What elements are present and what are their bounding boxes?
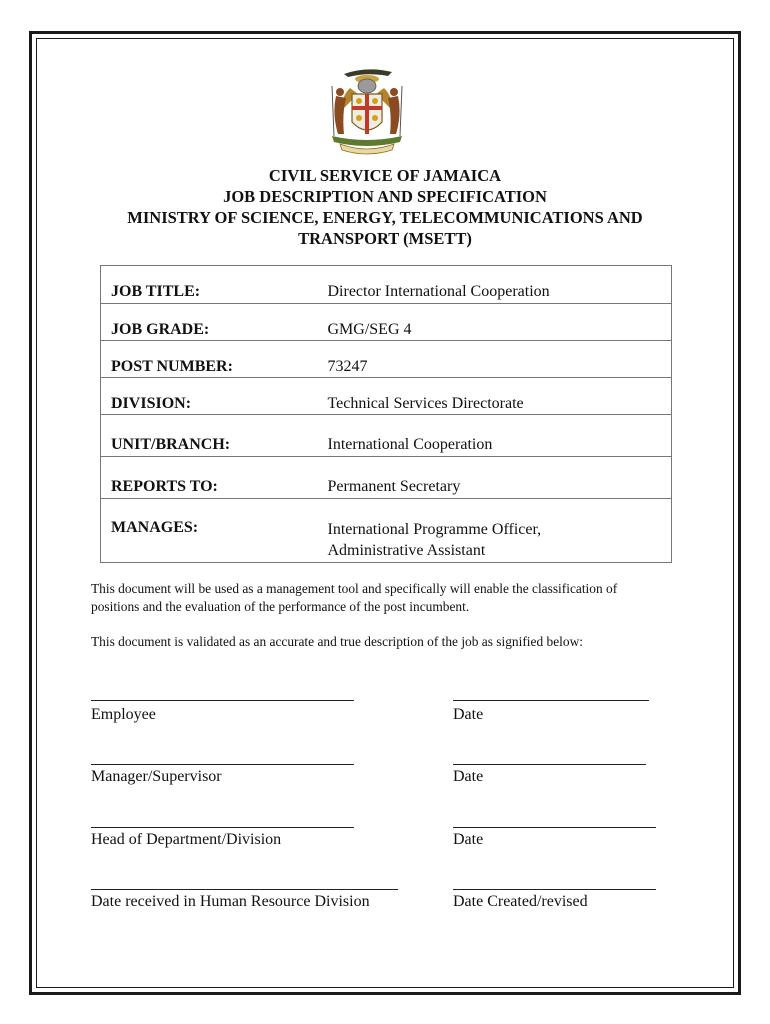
- label-date-created-revised: Date Created/revised: [453, 893, 588, 910]
- table-row: [101, 266, 672, 304]
- purpose-paragraph: [91, 580, 691, 616]
- table-row: [101, 415, 672, 457]
- value-unit-branch: International Cooperation: [328, 415, 672, 457]
- job-info-table: [100, 265, 672, 563]
- label-reports-to: REPORTS TO:: [101, 457, 328, 499]
- signature-line-employee: [91, 700, 354, 701]
- label-manager-supervisor: Manager/Supervisor: [91, 768, 222, 785]
- date-line-manager: [453, 764, 646, 765]
- value-post-number: 73247: [328, 341, 672, 378]
- table-row: [101, 378, 672, 415]
- label-head-of-department: Head of Department/Division: [91, 831, 282, 848]
- label-division: DIVISION:: [101, 378, 328, 415]
- heading-line-2: JOB DESCRIPTION AND SPECIFICATION: [223, 187, 547, 206]
- date-created-line: [453, 889, 656, 890]
- signature-line-head-of-department: [91, 827, 354, 828]
- coat-of-arms-emblem: [322, 64, 412, 156]
- table-row: [101, 341, 672, 378]
- manages-line-2: Administrative Assistant: [327, 542, 486, 559]
- label-job-grade: JOB GRADE:: [101, 304, 328, 341]
- label-job-title: JOB TITLE:: [101, 266, 328, 304]
- purpose-line-1: This document will be used as a management tool and specifically will enable the classification of: [91, 581, 618, 596]
- heading-line-3: MINISTRY OF SCIENCE, ENERGY, TELECOMMUNICATIONS AND: [127, 208, 643, 227]
- label-date-received-hr: Date received in Human Resource Division: [91, 893, 370, 910]
- document-heading: [60, 165, 710, 249]
- label-unit-branch: UNIT/BRANCH:: [101, 415, 328, 457]
- purpose-line-2: positions and the evaluation of the performance of the post incumbent.: [91, 599, 470, 614]
- label-date-3: Date: [453, 831, 484, 848]
- table-row: [101, 457, 672, 499]
- value-reports-to: Permanent Secretary: [328, 457, 672, 499]
- signature-line-manager: [91, 764, 354, 765]
- table-row: [101, 499, 672, 563]
- label-post-number: POST NUMBER:: [101, 341, 328, 378]
- value-manages: [328, 499, 672, 563]
- table-row: [101, 304, 672, 341]
- heading-line-1: CIVIL SERVICE OF JAMAICA: [268, 166, 502, 185]
- label-date-2: Date: [453, 768, 484, 785]
- label-date-1: Date: [453, 706, 484, 723]
- validation-paragraph: This document is validated as an accurate and true description of the job as signified below:: [91, 634, 583, 649]
- manages-line-1: International Programme Officer,: [327, 521, 542, 538]
- value-job-title: Director International Cooperation: [328, 266, 672, 304]
- heading-line-4: TRANSPORT (MSETT): [298, 229, 472, 248]
- value-job-grade: GMG/SEG 4: [328, 304, 672, 341]
- label-employee: Employee: [91, 706, 156, 723]
- label-manages: MANAGES:: [101, 499, 328, 563]
- date-line-head-of-department: [453, 827, 656, 828]
- date-received-line: [91, 889, 398, 890]
- date-line-employee: [453, 700, 649, 701]
- value-division: Technical Services Directorate: [328, 378, 672, 415]
